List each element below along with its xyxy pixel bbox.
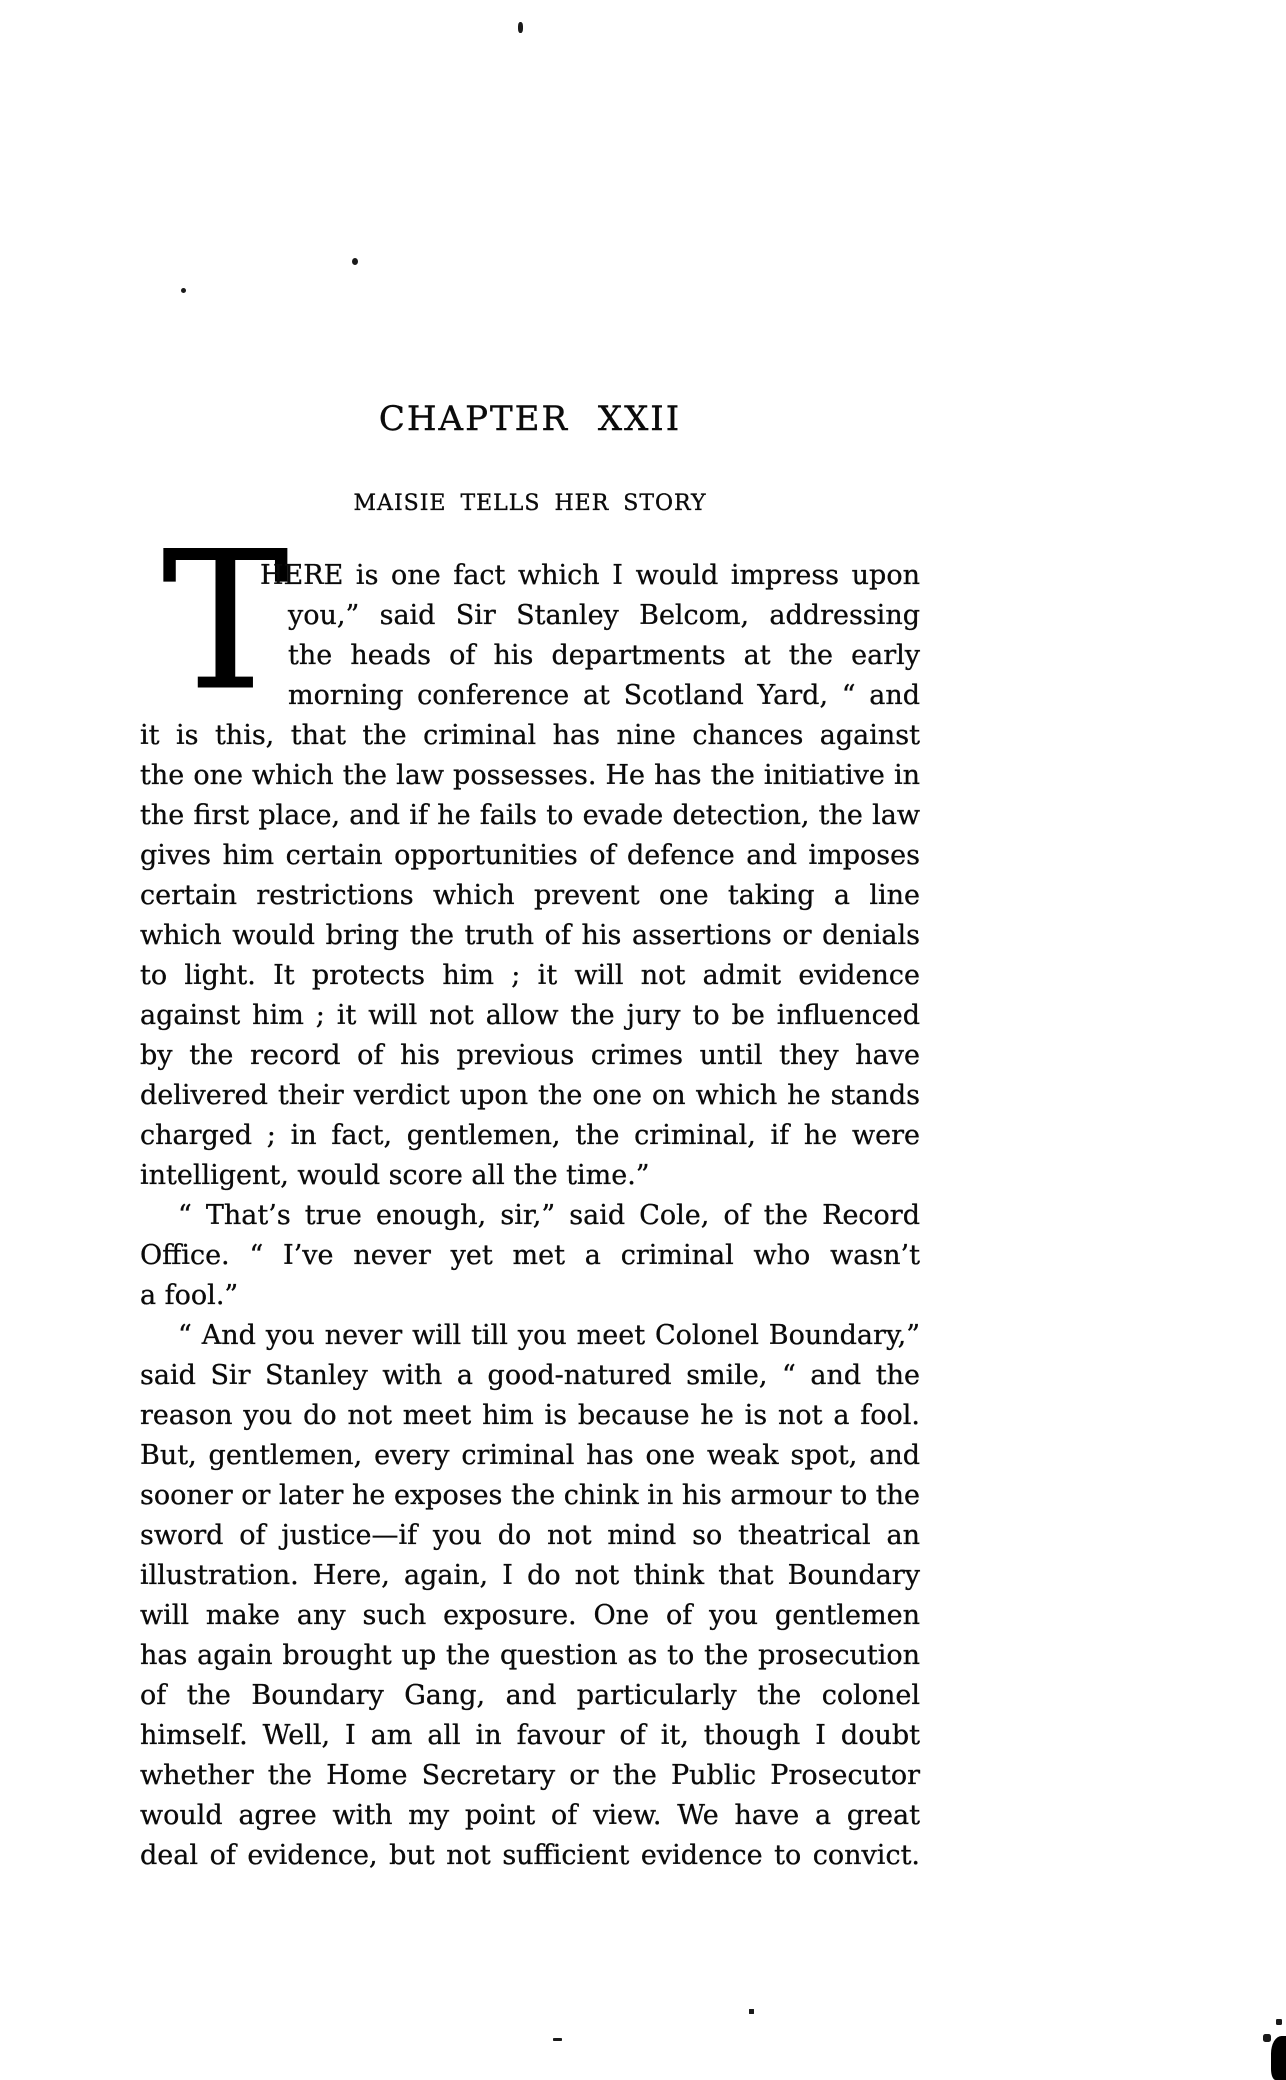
text-line: certain restrictions which prevent one taking a line bbox=[140, 880, 920, 911]
text-line: intelligent, would score all the time.” bbox=[140, 1160, 650, 1191]
text-line: illustration. Here, again, I do not think that Boundary bbox=[140, 1560, 920, 1591]
text-line: would agree with my point of view. We have a great bbox=[140, 1800, 920, 1831]
text-line: which would bring the truth of his assertions or denials bbox=[140, 920, 920, 951]
text-line: But, gentlemen, every criminal has one weak spot, and bbox=[140, 1440, 920, 1471]
text-line: a fool.” bbox=[140, 1280, 239, 1311]
text-line: “ And you never will till you meet Colonel Boundary,” bbox=[178, 1320, 920, 1351]
ink-speck bbox=[1276, 2019, 1282, 2025]
text-line: deal of evidence, but not sufficient evidence to convict. bbox=[140, 1840, 920, 1871]
ink-speck bbox=[518, 22, 523, 33]
text-line: morning conference at Scotland Yard, “ and bbox=[288, 680, 920, 711]
text-line: whether the Home Secretary or the Public Prosecutor bbox=[140, 1760, 920, 1791]
ink-blot bbox=[1271, 2036, 1286, 2080]
text-line: it is this, that the criminal has nine chances against bbox=[140, 720, 920, 751]
text-line: by the record of his previous crimes until they have bbox=[140, 1040, 920, 1071]
body-text bbox=[140, 556, 920, 1876]
text-line: himself. Well, I am all in favour of it, though I doubt bbox=[140, 1720, 920, 1751]
text-line: reason you do not meet him is because he is not a fool. bbox=[140, 1400, 920, 1431]
text-line: sword of justice—if you do not mind so theatrical an bbox=[140, 1520, 920, 1551]
text-line: the heads of his departments at the early bbox=[288, 640, 920, 671]
text-line: will make any such exposure. One of you gentlemen bbox=[140, 1600, 920, 1631]
text-line: HERE is one fact which I would impress upon bbox=[260, 560, 920, 591]
ink-speck bbox=[553, 2038, 562, 2041]
text-line: against him ; it will not allow the jury to be influenced bbox=[140, 1000, 920, 1031]
text-line: you,” said Sir Stanley Belcom, addressing bbox=[288, 600, 920, 631]
text-line: charged ; in fact, gentlemen, the criminal, if he were bbox=[140, 1120, 920, 1151]
text-line: delivered their verdict upon the one on which he stands bbox=[140, 1080, 920, 1111]
chapter-heading: CHAPTER XXII bbox=[378, 399, 682, 439]
ink-speck bbox=[181, 288, 186, 293]
drop-cap: T bbox=[162, 511, 289, 732]
text-line: sooner or later he exposes the chink in his armour to the bbox=[140, 1480, 920, 1511]
text-line: Office. “ I’ve never yet met a criminal who wasn’t bbox=[140, 1240, 920, 1271]
chapter-subheading: MAISIE TELLS HER STORY bbox=[353, 491, 707, 516]
text-line: of the Boundary Gang, and particularly the colonel bbox=[140, 1680, 920, 1711]
text-line: “ That’s true enough, sir,” said Cole, of the Record bbox=[178, 1200, 920, 1231]
text-line: gives him certain opportunities of defence and imposes bbox=[140, 840, 920, 871]
text-line: has again brought up the question as to the prosecution bbox=[140, 1640, 920, 1671]
text-line: the first place, and if he fails to evade detection, the law bbox=[140, 800, 920, 831]
ink-speck bbox=[749, 2009, 754, 2014]
text-line: the one which the law possesses. He has the initiative in bbox=[140, 760, 920, 791]
text-line: said Sir Stanley with a good-natured smile, “ and the bbox=[140, 1360, 920, 1391]
ink-speck bbox=[352, 258, 358, 265]
text-line: to light. It protects him ; it will not admit evidence bbox=[140, 960, 920, 991]
ink-speck bbox=[1263, 2034, 1271, 2042]
